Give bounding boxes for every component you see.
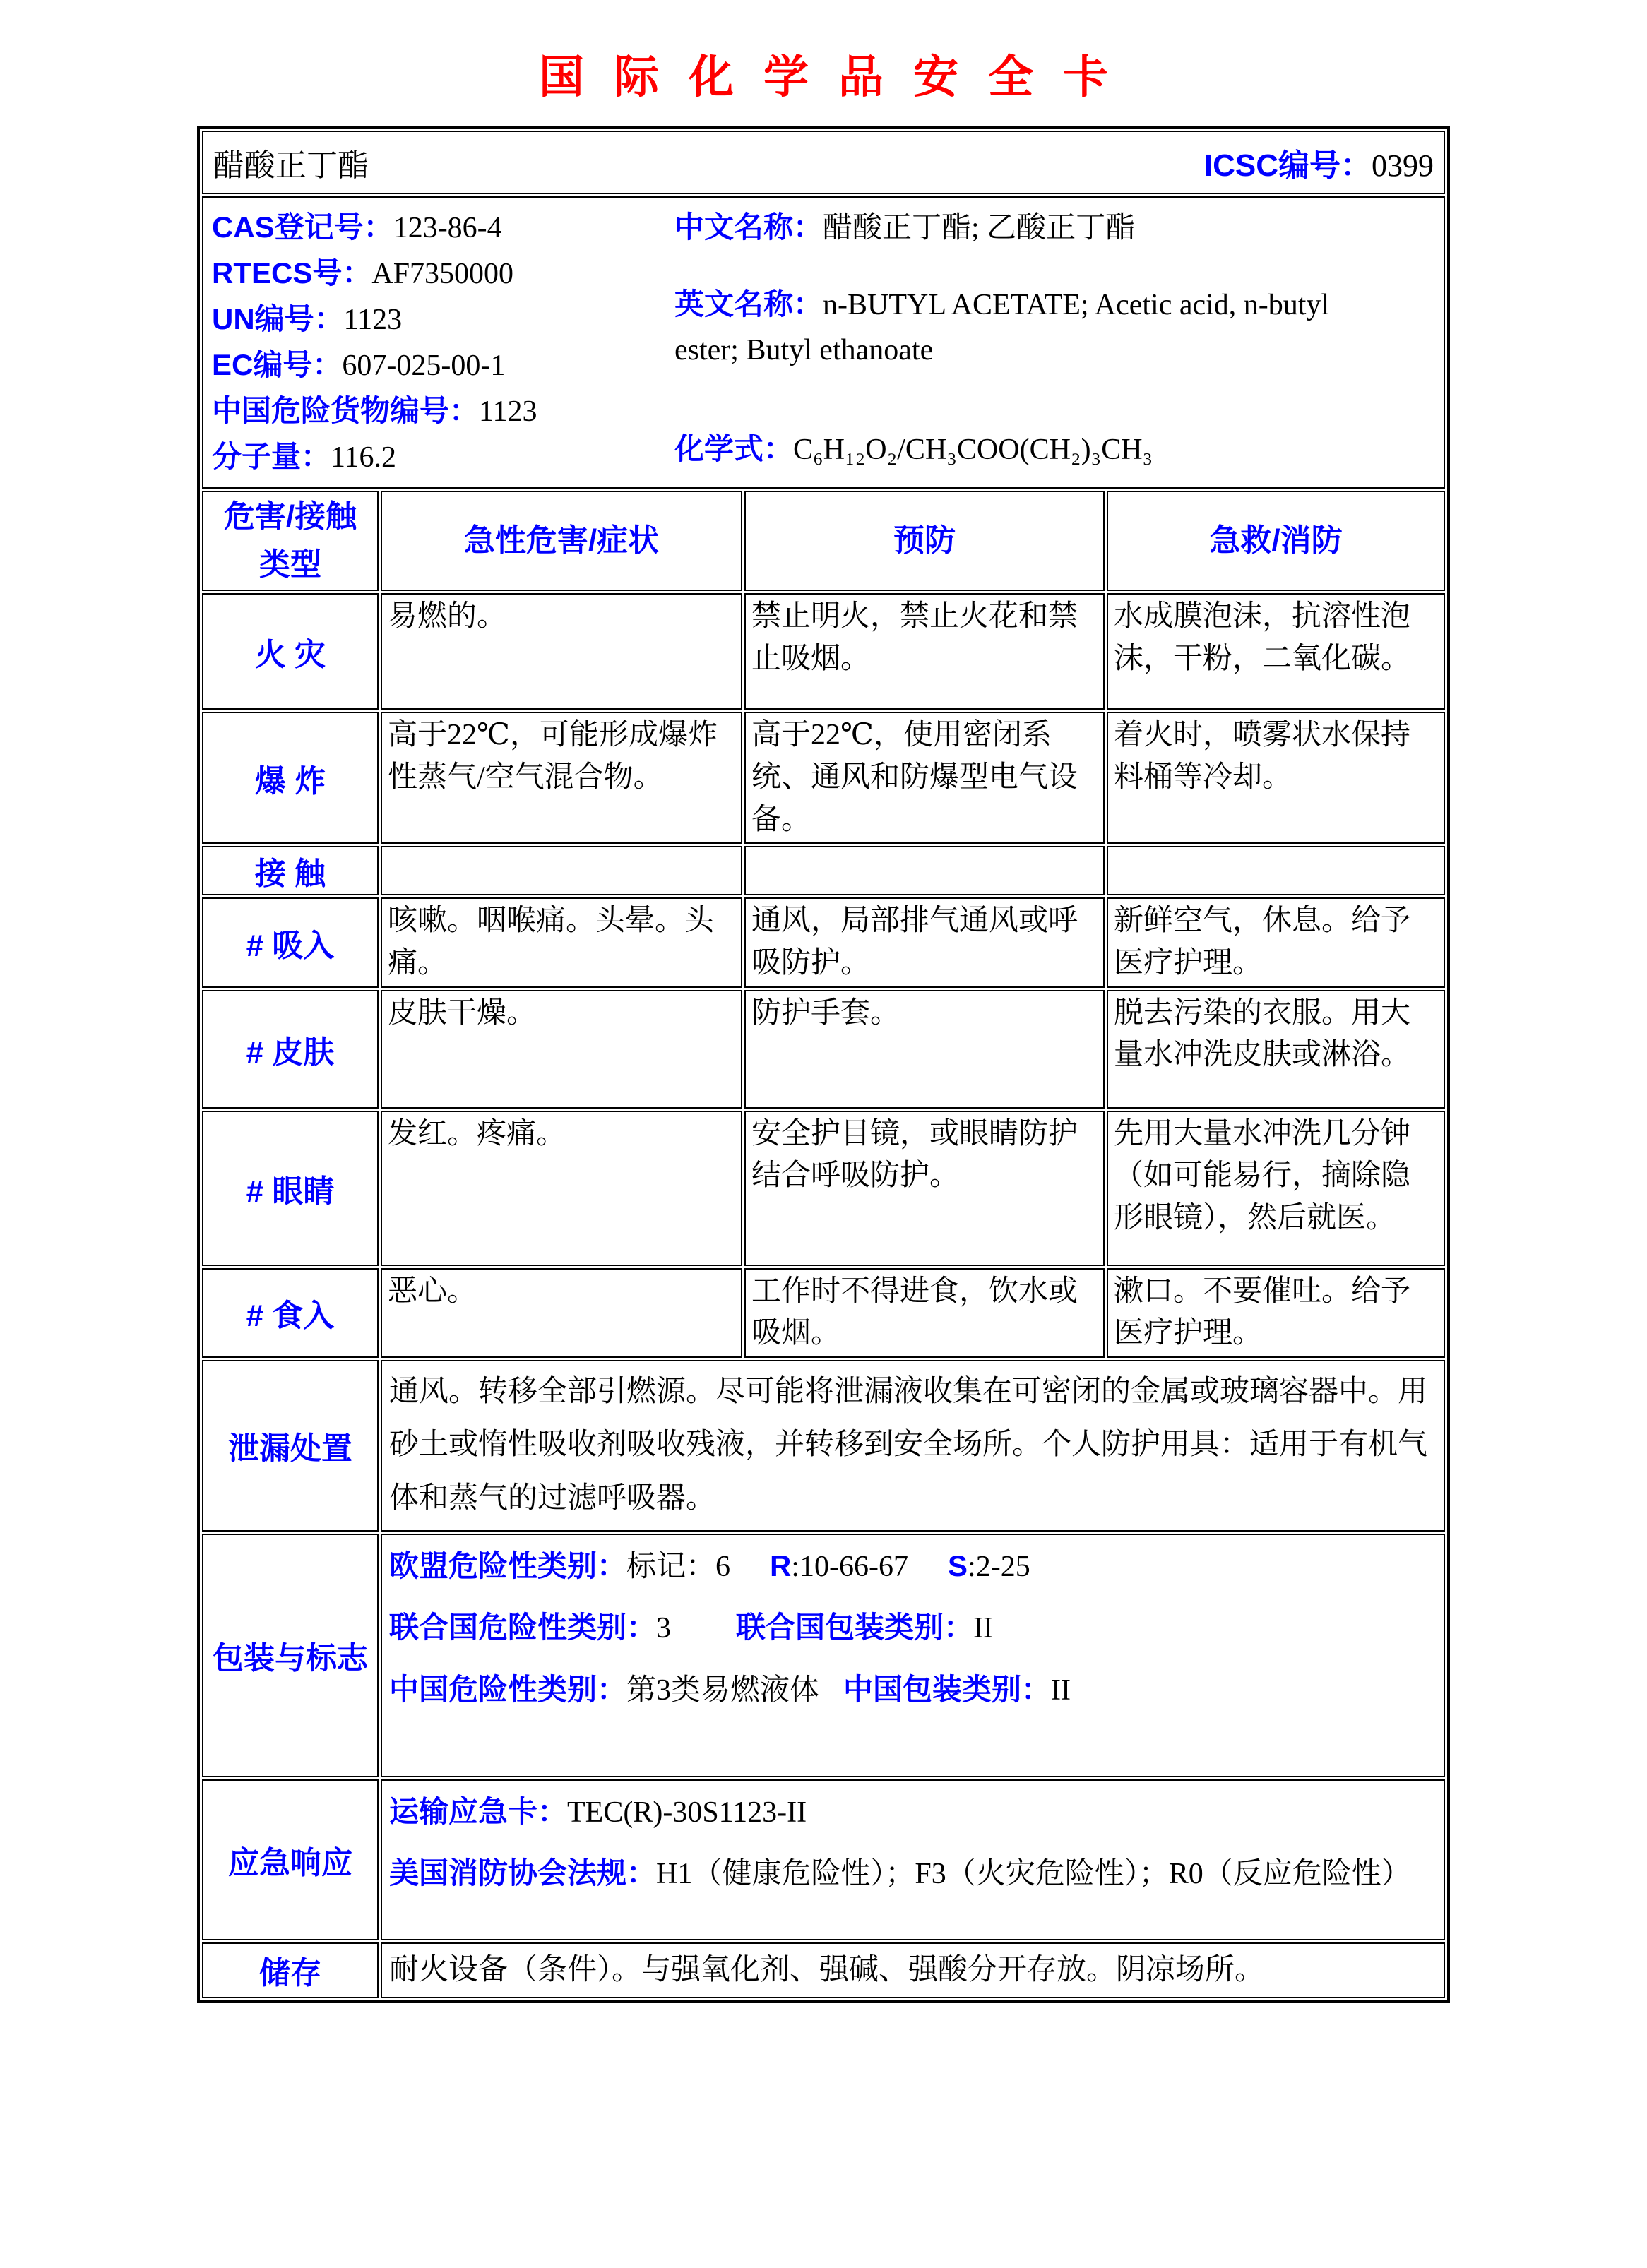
contact-row xyxy=(202,846,1445,895)
rtecs-number-label: RTECS号： xyxy=(212,256,372,290)
china-dg-number-value: 1123 xyxy=(479,395,537,428)
cas-number-value: 123-86-4 xyxy=(393,212,502,244)
skin-prevention: 防护手套。 xyxy=(744,990,1105,1109)
inhalation-row xyxy=(202,897,1445,987)
icsc-number xyxy=(1204,140,1434,185)
china-hazard-class-value: 第3类易燃液体 xyxy=(626,1673,820,1707)
explosion-row xyxy=(202,712,1445,844)
fire-firstaid: 水成膜泡沫，抗溶性泡沫，干粉，二氧化碳。 xyxy=(1107,593,1445,710)
transport-emergency-card-line xyxy=(389,1785,1437,1840)
un-number-line xyxy=(212,297,674,342)
english-name-label: 英文名称： xyxy=(674,287,824,321)
transport-emergency-card-label: 运输应急卡： xyxy=(389,1794,568,1828)
identification-cell xyxy=(202,196,1445,489)
chinese-name-value: 醋酸正丁酯; 乙酸正丁酯 xyxy=(823,212,1136,244)
rtecs-number-line xyxy=(212,251,674,297)
skin-row xyxy=(202,990,1445,1109)
icsc-number-value: 0399 xyxy=(1372,148,1434,183)
storage-row xyxy=(202,1942,1445,1998)
un-packing-group-label: 联合国包装类别： xyxy=(736,1611,974,1645)
ingestion-row xyxy=(202,1268,1445,1358)
r-phrases-value: :10-66-67 xyxy=(791,1550,909,1583)
skin-symptoms: 皮肤干燥。 xyxy=(381,990,742,1109)
hazard-header-row xyxy=(202,491,1445,591)
nfpa-code-label: 美国消防协会法规： xyxy=(389,1856,657,1890)
storage-text: 耐火设备（条件）。与强氧化剂、强碱、强酸分开存放。阴凉场所。 xyxy=(381,1942,1445,1998)
explosion-prevention: 高于22℃，使用密闭系统、通风和防爆型电气设备。 xyxy=(744,712,1105,844)
identification-left-column xyxy=(212,205,674,480)
identification-row xyxy=(202,196,1445,489)
inhalation-symptoms: 咳嗽。咽喉痛。头晕。头痛。 xyxy=(381,897,742,987)
emergency-response-row xyxy=(202,1779,1445,1940)
contact-prevention xyxy=(744,846,1105,895)
molecular-weight-label: 分子量： xyxy=(212,440,331,473)
inhalation-prevention: 通风，局部排气通风或呼吸防护。 xyxy=(744,897,1105,987)
cas-number-label: CAS登记号： xyxy=(212,210,393,244)
skin-firstaid: 脱去污染的衣服。用大量水冲洗皮肤或淋浴。 xyxy=(1107,990,1445,1109)
cas-number-line xyxy=(212,205,674,251)
packaging-labelling-content xyxy=(381,1534,1445,1777)
skin-label: # 皮肤 xyxy=(202,990,379,1109)
fire-row xyxy=(202,593,1445,710)
ec-number-value: 607-025-00-1 xyxy=(342,350,506,382)
storage-label: 储存 xyxy=(202,1942,379,1998)
fire-symptoms: 易燃的。 xyxy=(381,593,742,710)
emergency-response-content xyxy=(381,1779,1445,1940)
packaging-labelling-row xyxy=(202,1534,1445,1777)
eyes-label: # 眼睛 xyxy=(202,1111,379,1266)
china-class-line xyxy=(389,1663,1437,1718)
un-class-line xyxy=(389,1601,1437,1656)
ingestion-label: # 食入 xyxy=(202,1268,379,1358)
explosion-label: 爆 炸 xyxy=(202,712,379,844)
un-hazard-class-value: 3 xyxy=(656,1612,672,1645)
fire-label: 火 灾 xyxy=(202,593,379,710)
eu-hazard-class-line xyxy=(389,1539,1437,1594)
ec-number-line xyxy=(212,342,674,388)
icsc-number-label: ICSC编号： xyxy=(1203,148,1372,183)
china-dg-number-line xyxy=(212,388,674,434)
chemical-formula-label: 化学式： xyxy=(674,432,794,465)
chinese-name-label: 中文名称： xyxy=(674,210,824,244)
nfpa-code-line xyxy=(389,1846,1437,1902)
un-hazard-class-label: 联合国危险性类别： xyxy=(389,1611,657,1645)
safety-card-table xyxy=(197,126,1450,2003)
s-phrases-label: S xyxy=(948,1548,968,1582)
header-acute-symptoms: 急性危害/症状 xyxy=(381,491,742,591)
eyes-prevention: 安全护目镜，或眼睛防护结合呼吸防护。 xyxy=(744,1111,1105,1266)
inhalation-label: # 吸入 xyxy=(202,897,379,987)
contact-firstaid xyxy=(1107,846,1445,895)
spill-disposal-text: 通风。转移全部引燃源。尽可能将泄漏液收集在可密闭的金属或玻璃容器中。用砂土或惰性吸收剂吸收残液，并转移到安全场所。个人防护用具：适用于有机气体和蒸气的过滤呼吸器。 xyxy=(381,1360,1445,1532)
molecular-weight-line xyxy=(212,434,674,480)
chemical-formula-line xyxy=(674,426,1435,472)
china-packing-group-value: II xyxy=(1051,1673,1071,1707)
english-name-line xyxy=(674,282,1367,373)
explosion-firstaid: 着火时，喷雾状水保持料桶等冷却。 xyxy=(1107,712,1445,844)
emergency-response-label: 应急响应 xyxy=(202,1779,379,1940)
packaging-labelling-label: 包装与标志 xyxy=(202,1534,379,1777)
contact-label: 接 触 xyxy=(202,846,379,895)
ingestion-prevention: 工作时不得进食，饮水或吸烟。 xyxy=(744,1268,1105,1358)
header-prevention: 预防 xyxy=(744,491,1105,591)
molecular-weight-value: 116.2 xyxy=(331,441,396,474)
china-hazard-class-label: 中国危险性类别： xyxy=(389,1672,627,1706)
header-hazard-type xyxy=(202,491,379,591)
un-number-label: UN编号： xyxy=(212,302,344,335)
ingestion-symptoms: 恶心。 xyxy=(381,1268,742,1358)
header-firstaid-firefighting: 急救/消防 xyxy=(1107,491,1445,591)
ingestion-firstaid: 漱口。不要催吐。给予医疗护理。 xyxy=(1107,1268,1445,1358)
un-packing-group-value: II xyxy=(973,1612,994,1645)
nfpa-code-value: H1（健康危险性）；F3（火灾危险性）；R0（反应危险性） xyxy=(656,1858,1411,1891)
inhalation-firstaid: 新鲜空气，休息。给予医疗护理。 xyxy=(1107,897,1445,987)
name-bar-cell xyxy=(202,131,1445,194)
ec-number-label: EC编号： xyxy=(212,348,343,381)
s-phrases-value: :2-25 xyxy=(968,1550,1030,1583)
explosion-symptoms: 高于22℃，可能形成爆炸性蒸气/空气混合物。 xyxy=(381,712,742,844)
eu-hazard-mark-value: 标记：6 xyxy=(626,1550,731,1583)
substance-name: 醋酸正丁酯 xyxy=(213,148,369,183)
chinese-name-line xyxy=(674,205,1435,251)
identification-right-column xyxy=(674,205,1435,480)
chemical-formula-value: C₆H₁₂O₂/CH₃COO(CH₂)₃CH₃ xyxy=(793,434,1153,466)
transport-emergency-card-value: TEC(R)-30S1123-II xyxy=(567,1796,807,1829)
china-packing-group-label: 中国包装类别： xyxy=(843,1672,1052,1706)
fire-prevention: 禁止明火，禁止火花和禁止吸烟。 xyxy=(744,593,1105,710)
contact-symptoms xyxy=(381,846,742,895)
header-hazard-type-line1: 危害/接触 xyxy=(223,499,357,534)
eyes-row xyxy=(202,1111,1445,1266)
china-dg-number-label: 中国危险货物编号： xyxy=(212,394,480,427)
eyes-firstaid: 先用大量水冲洗几分钟（如可能易行，摘除隐形眼镜），然后就医。 xyxy=(1107,1111,1445,1266)
rtecs-number-value: AF7350000 xyxy=(371,258,514,290)
english-name-value: n-BUTYL ACETATE; Acetic acid, n-butyl ester; Butyl ethanoate xyxy=(674,289,1330,366)
r-phrases-label: R xyxy=(770,1548,792,1582)
un-number-value: 1123 xyxy=(343,304,403,336)
page-title: 国际化学品安全卡 xyxy=(539,52,1138,102)
spill-disposal-label: 泄漏处置 xyxy=(202,1360,379,1532)
eyes-symptoms: 发红。疼痛。 xyxy=(381,1111,742,1266)
name-bar-row xyxy=(202,131,1445,194)
header-hazard-type-line2: 类型 xyxy=(259,547,321,583)
eu-hazard-class-label: 欧盟危险性类别： xyxy=(389,1548,627,1582)
spill-disposal-row xyxy=(202,1360,1445,1532)
